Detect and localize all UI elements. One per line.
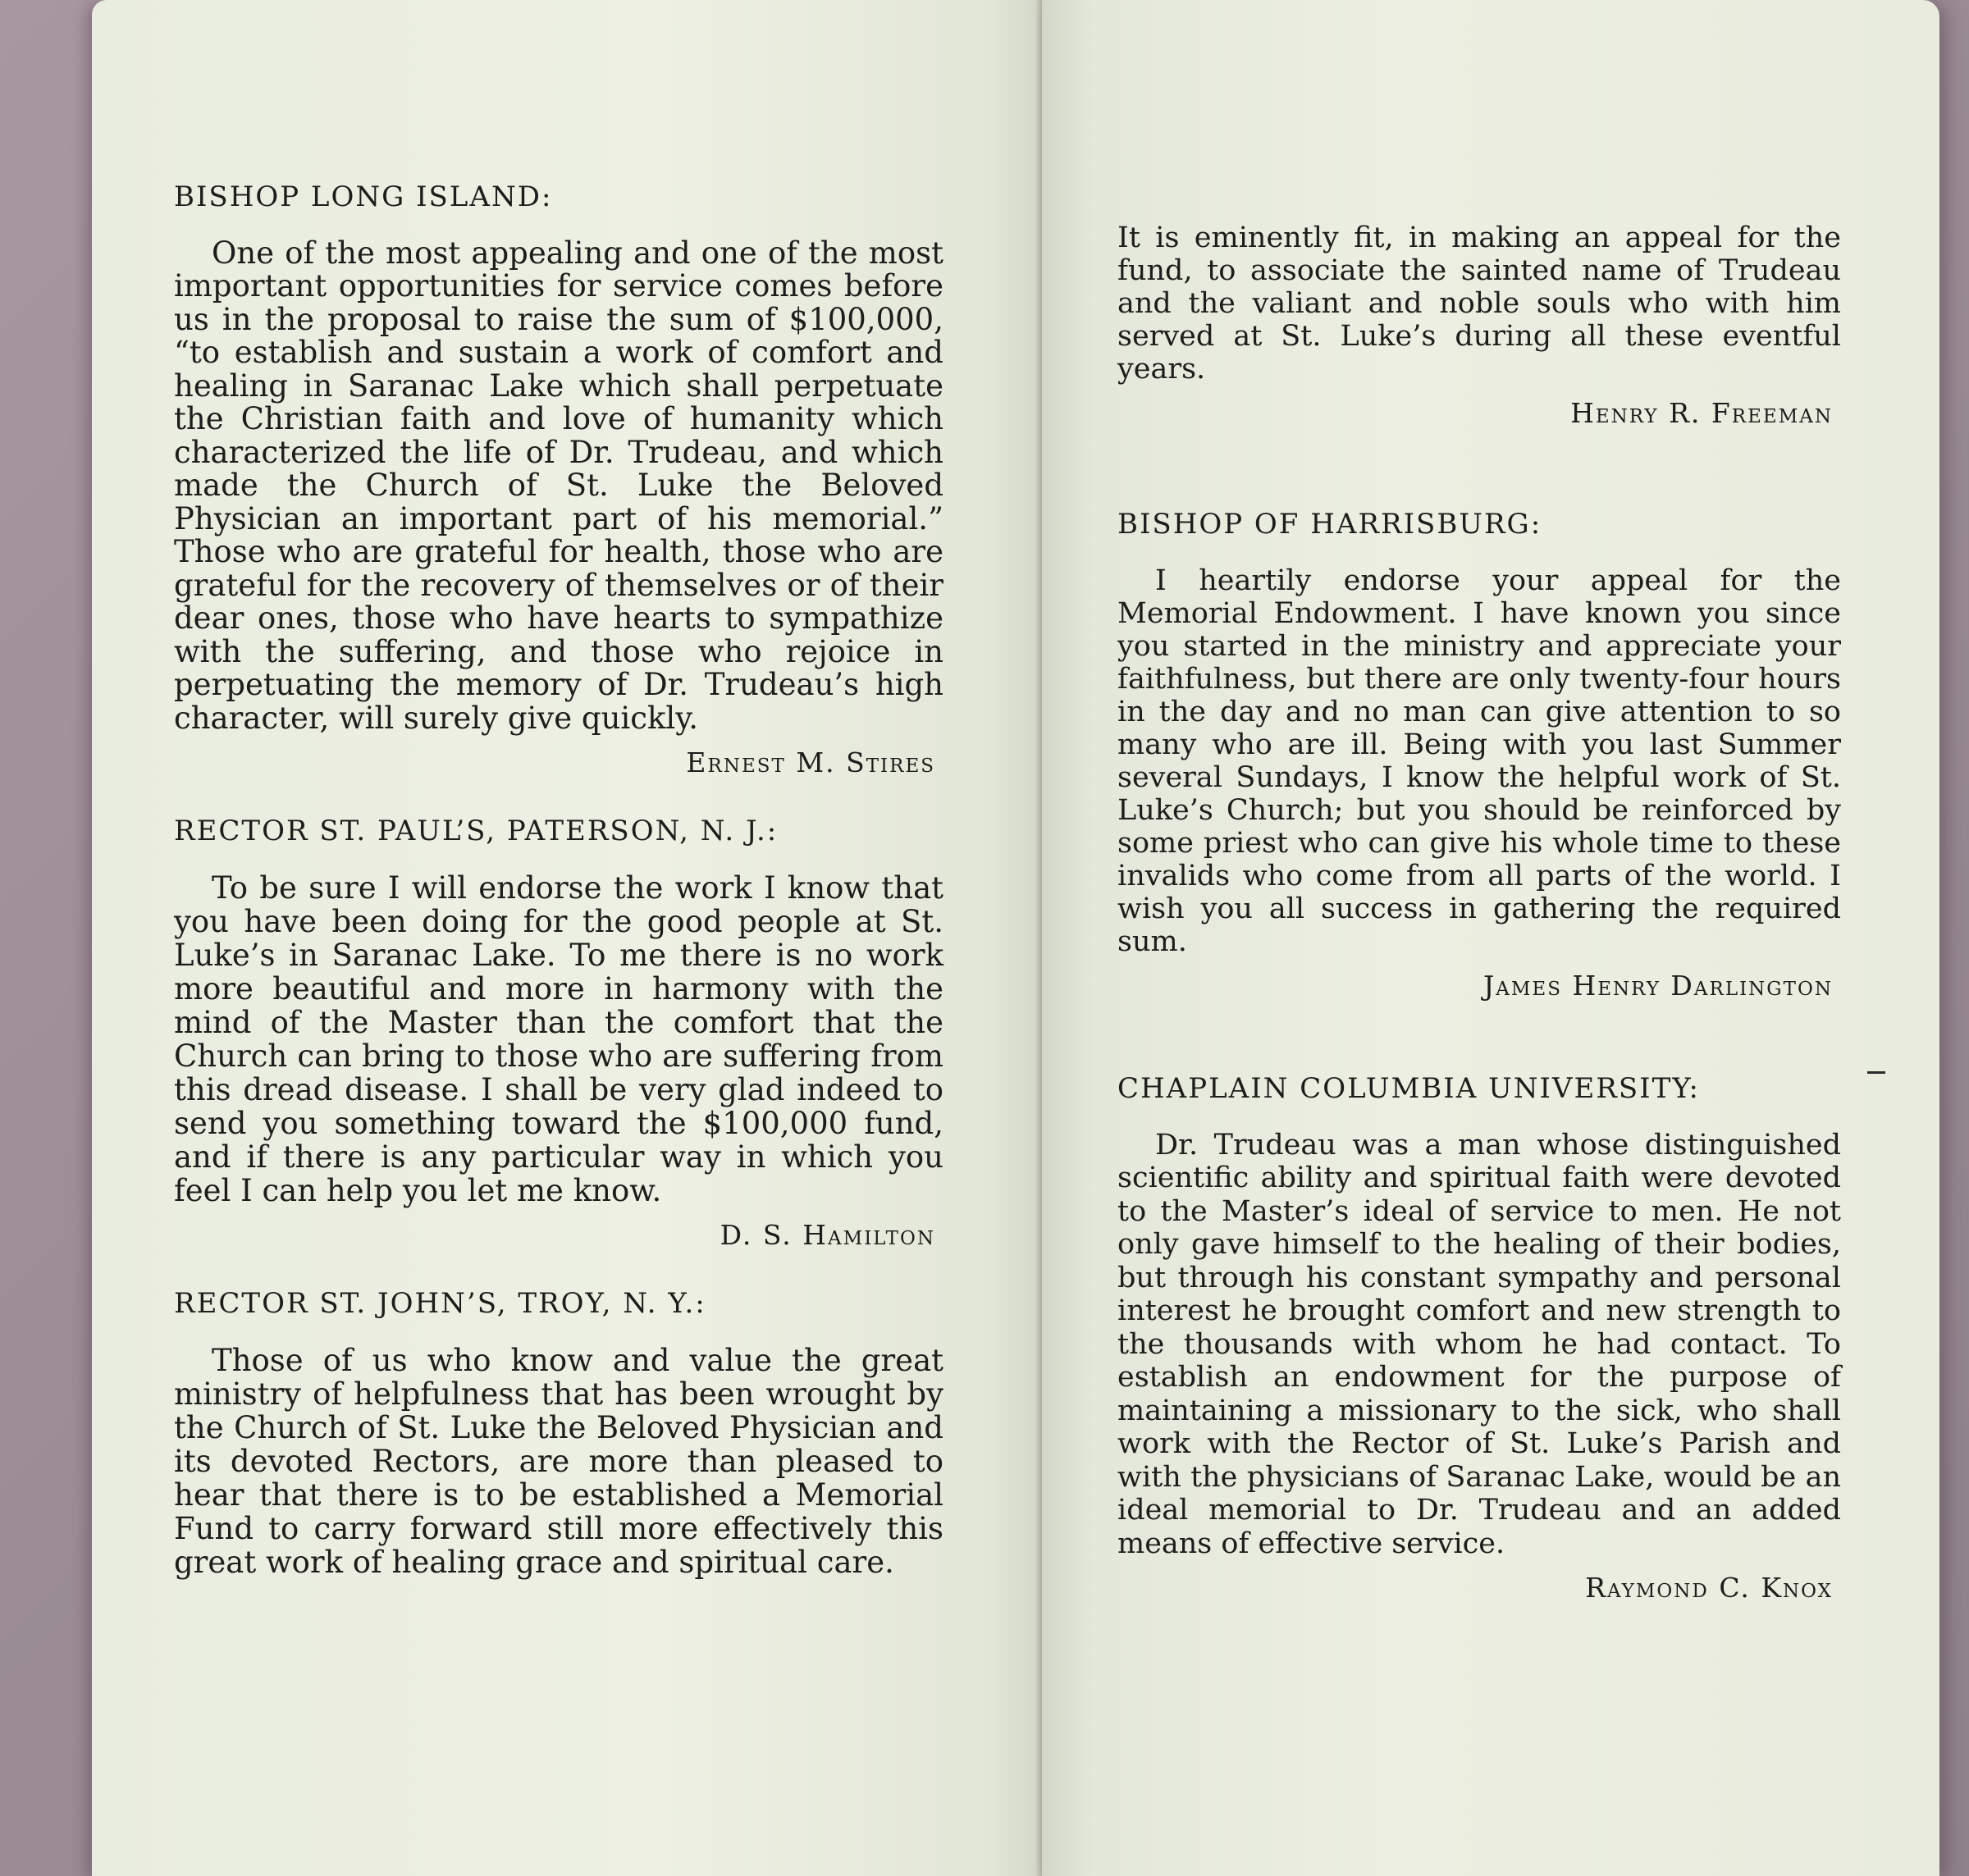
endorsement-rector-st-pauls <box>174 815 943 1251</box>
section-body: To be sure I will endorse the work I know that you have been doing for the good people at St. Luke’s in Saranac Lake. To me there is no work more beautiful and more in harmony with the mind of the Master than the comfort that the Church can bring to those who are suffering from this dread disease. I shall be very glad indeed to send you something toward the $100,000 fund, and if there is any particular way in which you feel I can help you let me know. <box>174 870 943 1209</box>
endorsement-rector-st-johns <box>174 1287 943 1579</box>
section-body: One of the most appealing and one of the most important opportunities for service comes before us in the proposal to raise the sum of $100,000, “to establish and sustain a work of comfort and healing in Saranac Lake which shall perpetuate the Christian faith and love of humanity which characterized the life of Dr. Trudeau, and which made the Church of St. Luke the Beloved Physician an important part of his memorial.” Those who are grateful for health, those who are grateful for the recovery of themselves or of their dear ones, those who have hearts to sympathize with the suffering, and those who rejoice in perpetuating the memory of Dr. Trudeau’s high character, will surely give quickly. <box>174 235 943 736</box>
signature: Henry R. Freeman <box>1570 397 1833 429</box>
section-heading: BISHOP OF HARRISBURG: <box>1117 508 1542 541</box>
section-body: Dr. Trudeau was a man whose distinguished scientific ability and spiritual faith were devoted to the Master’s ideal of service to men. He not only gave himself to the healing of their bodies, but through his constant sympathy and personal interest he brought comfort and new strength to the thousands with whom he had contact. To establish an endowment for the purpose of maintaining a missionary to the sick, who shall work with the Rector of St. Luke’s Parish and with the physicians of Saranac Lake, would be an ideal memorial to Dr. Trudeau and an added means of effective service. <box>1117 1128 1841 1560</box>
signature: D. S. Hamilton <box>720 1219 935 1252</box>
stray-dash-mark <box>1867 1071 1885 1074</box>
section-heading: RECTOR ST. JOHN’S, TROY, N. Y.: <box>174 1287 706 1321</box>
signature: Raymond C. Knox <box>1585 1572 1833 1604</box>
section-heading: CHAPLAIN COLUMBIA UNIVERSITY: <box>1117 1071 1700 1105</box>
left-page <box>92 0 1042 1876</box>
endorsement-continuation-freeman <box>1117 221 1841 429</box>
signature: Ernest M. Stires <box>686 746 935 779</box>
right-page <box>1042 0 1939 1876</box>
endorsement-bishop-harrisburg <box>1117 508 1841 1002</box>
section-body: Those of us who know and value the great ministry of helpfulness that has been wrought by the Church of St. Luke the Beloved Physician and its devoted Rectors, are more than pleased to hear that there is to be established a Memorial Fund to carry forward still more effectively this great work of healing grace and spiritual care. <box>174 1342 943 1580</box>
section-heading: BISHOP LONG ISLAND: <box>174 180 553 213</box>
section-body: It is eminently fit, in making an appeal for the fund, to associate the sainted name of Trudeau and the valiant and noble souls who with him served at St. Luke’s during all these eventful years. <box>1117 221 1841 386</box>
section-heading: RECTOR ST. PAUL’S, PATERSON, N. J.: <box>174 815 779 848</box>
endorsement-chaplain-columbia <box>1117 1072 1841 1604</box>
signature: James Henry Darlington <box>1483 969 1833 1002</box>
endorsement-bishop-long-island <box>174 180 943 778</box>
section-body: I heartily endorse your appeal for the Memorial Endowment. I have known you since you started in the ministry and appreciate your faithfulness, but there are only twenty-four hours in the day and no man can give attention to so many who are ill. Being with you last Summer several Sundays, I know the helpful work of St. Luke’s Church; but you should be reinforced by some priest who can give his whole time to these invalids who come from all parts of the world. I wish you all success in gathering the required sum. <box>1117 564 1841 958</box>
